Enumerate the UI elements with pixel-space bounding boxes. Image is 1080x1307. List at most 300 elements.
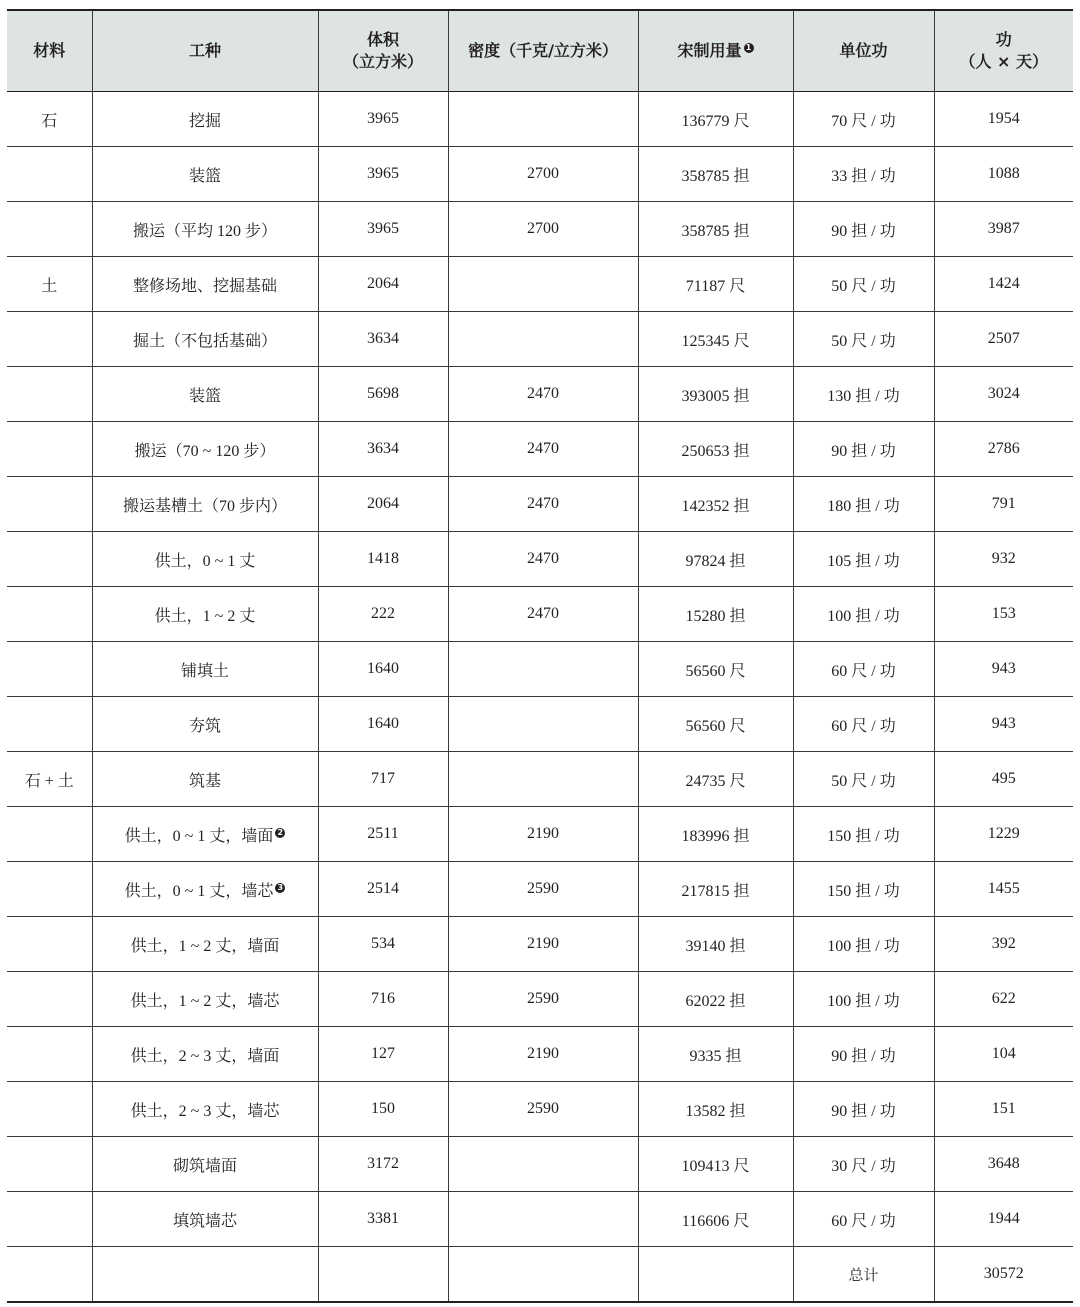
work-text: 1455	[987, 880, 1020, 897]
work-type-text: 掘土（不包括基础）	[132, 332, 277, 350]
cell-material	[7, 642, 92, 697]
cell-work-type	[92, 312, 318, 367]
work-text: 1954	[987, 110, 1020, 127]
material-text: 土	[41, 277, 58, 295]
volume-text: 2064	[367, 275, 399, 292]
cell-work-type	[92, 147, 318, 202]
cell-volume	[318, 532, 448, 587]
cell-material	[7, 422, 92, 477]
cell-unit-work	[793, 92, 934, 147]
table-row	[7, 1137, 1073, 1192]
unit-work-text: 150 担 / 功	[827, 882, 900, 900]
cell-work-type	[92, 1192, 318, 1247]
cell-density	[448, 587, 638, 642]
unit-work-text: 50 尺 / 功	[831, 772, 896, 790]
density-text: 2590	[527, 1100, 559, 1117]
song-amount-text: 358785 担	[681, 222, 750, 240]
song-amount-text: 183996 担	[681, 827, 750, 845]
cell-unit-work	[793, 202, 934, 257]
cell-density	[448, 642, 638, 697]
empty-cell	[638, 1247, 793, 1303]
work-text: 153	[991, 605, 1016, 622]
cell-work	[934, 147, 1073, 202]
cell-density	[448, 1192, 638, 1247]
volume-text: 2064	[367, 495, 399, 512]
volume-text: 534	[371, 935, 395, 952]
song-amount-text: 142352 担	[681, 497, 750, 515]
cell-song-amount	[638, 862, 793, 917]
work-type-text: 供土，0 ~ 1 丈	[154, 552, 256, 570]
cell-song-amount	[638, 1137, 793, 1192]
work-text: 3648	[987, 1155, 1020, 1172]
cell-work-type	[92, 202, 318, 257]
volume-text: 222	[371, 605, 395, 622]
material-text: 石	[41, 112, 58, 130]
cell-song-amount	[638, 752, 793, 807]
song-amount-text: 56560 尺	[685, 717, 746, 735]
cell-unit-work	[793, 1082, 934, 1137]
cell-work	[934, 697, 1073, 752]
cell-song-amount	[638, 422, 793, 477]
volume-text: 3965	[367, 165, 399, 182]
cell-work	[934, 1082, 1073, 1137]
cell-density	[448, 532, 638, 587]
cell-density	[448, 697, 638, 752]
song-amount-text: 39140 担	[685, 937, 746, 955]
cell-song-amount	[638, 1192, 793, 1247]
cell-work-type	[92, 477, 318, 532]
song-amount-text: 109413 尺	[681, 1157, 750, 1175]
work-type-text: 装篮	[188, 167, 221, 185]
cell-song-amount	[638, 642, 793, 697]
table-row	[7, 972, 1073, 1027]
cell-work-type	[92, 697, 318, 752]
cell-unit-work	[793, 477, 934, 532]
unit-work-text: 100 担 / 功	[827, 607, 900, 625]
cell-song-amount	[638, 202, 793, 257]
cell-work	[934, 752, 1073, 807]
cell-unit-work	[793, 312, 934, 367]
cell-work-type	[92, 257, 318, 312]
volume-text: 3381	[367, 1210, 399, 1227]
unit-work-text: 50 尺 / 功	[831, 332, 896, 350]
song-amount-text: 71187 尺	[685, 277, 746, 295]
table-header	[7, 10, 1073, 92]
header-work-line1: 功	[995, 30, 1012, 49]
cell-volume	[318, 92, 448, 147]
cell-unit-work	[793, 917, 934, 972]
table-row	[7, 202, 1073, 257]
cell-work-type	[92, 807, 318, 862]
table-row	[7, 642, 1073, 697]
work-type-text: 挖掘	[188, 112, 221, 130]
volume-text: 3965	[367, 110, 399, 127]
cell-volume	[318, 917, 448, 972]
cell-song-amount	[638, 587, 793, 642]
header-work-type: 工种	[92, 10, 318, 92]
cell-unit-work	[793, 587, 934, 642]
table-body	[7, 92, 1073, 1303]
song-amount-text: 13582 担	[685, 1102, 746, 1120]
cell-work-type	[92, 917, 318, 972]
cell-density	[448, 807, 638, 862]
unit-work-text: 130 担 / 功	[827, 387, 900, 405]
cell-density	[448, 752, 638, 807]
cell-song-amount	[638, 697, 793, 752]
volume-text: 5698	[367, 385, 399, 402]
song-amount-text: 136779 尺	[681, 112, 750, 130]
work-text: 1944	[987, 1210, 1020, 1227]
cell-song-amount	[638, 367, 793, 422]
cell-work	[934, 862, 1073, 917]
unit-work-text: 180 担 / 功	[827, 497, 900, 515]
cell-material	[7, 202, 92, 257]
cell-unit-work	[793, 257, 934, 312]
header-song-amount	[638, 10, 793, 92]
density-text: 2470	[527, 385, 559, 402]
cell-density	[448, 1082, 638, 1137]
empty-cell	[7, 1247, 92, 1303]
density-text: 2190	[527, 935, 559, 952]
work-text: 104	[991, 1045, 1016, 1062]
cell-song-amount	[638, 312, 793, 367]
cell-work	[934, 422, 1073, 477]
cell-volume	[318, 1027, 448, 1082]
cell-density	[448, 92, 638, 147]
cell-work-type	[92, 92, 318, 147]
cell-song-amount	[638, 1027, 793, 1082]
density-text: 2190	[527, 1045, 559, 1062]
unit-work-text: 105 担 / 功	[827, 552, 900, 570]
cell-volume	[318, 862, 448, 917]
table-row	[7, 752, 1073, 807]
cell-work	[934, 1027, 1073, 1082]
cell-unit-work	[793, 532, 934, 587]
volume-text: 1640	[367, 660, 399, 677]
unit-work-text: 60 尺 / 功	[831, 662, 896, 680]
cell-work-type	[92, 422, 318, 477]
cell-density	[448, 477, 638, 532]
cell-volume	[318, 642, 448, 697]
cell-work-type	[92, 532, 318, 587]
work-type-text: 砌筑墙面	[172, 1157, 237, 1175]
cell-unit-work	[793, 972, 934, 1027]
song-amount-text: 24735 尺	[685, 772, 746, 790]
cell-material	[7, 1137, 92, 1192]
work-text: 2786	[987, 440, 1020, 457]
work-text: 1088	[987, 165, 1020, 182]
cell-density	[448, 917, 638, 972]
cell-material	[7, 312, 92, 367]
cell-work	[934, 202, 1073, 257]
work-type-text: 铺填土	[180, 662, 229, 680]
cell-song-amount	[638, 532, 793, 587]
table-row	[7, 917, 1073, 972]
cell-work	[934, 477, 1073, 532]
cell-volume	[318, 147, 448, 202]
volume-text: 1640	[367, 715, 399, 732]
work-type-text: 供土，2 ~ 3 丈，墙面	[130, 1047, 280, 1065]
song-amount-text: 116606 尺	[681, 1212, 750, 1230]
work-text: 932	[991, 550, 1016, 567]
density-text: 2700	[527, 165, 559, 182]
volume-text: 3634	[367, 440, 399, 457]
work-text: 2507	[987, 330, 1020, 347]
work-type-text: 搬运（平均 120 步）	[132, 222, 277, 240]
volume-text: 1418	[367, 550, 399, 567]
unit-work-text: 90 担 / 功	[831, 1047, 896, 1065]
cell-work-type	[92, 587, 318, 642]
table-row	[7, 1192, 1073, 1247]
cell-density	[448, 202, 638, 257]
table-row	[7, 807, 1073, 862]
unit-work-text: 70 尺 / 功	[831, 112, 896, 130]
unit-work-text: 60 尺 / 功	[831, 717, 896, 735]
cell-unit-work	[793, 697, 934, 752]
work-type-text: 夯筑	[188, 717, 221, 735]
empty-cell	[92, 1247, 318, 1303]
volume-text: 3634	[367, 330, 399, 347]
work-type-text: 填筑墙芯	[172, 1212, 237, 1230]
unit-work-text: 90 担 / 功	[831, 222, 896, 240]
cell-density	[448, 972, 638, 1027]
table-row	[7, 422, 1073, 477]
unit-work-text: 90 担 / 功	[831, 442, 896, 460]
cell-work	[934, 312, 1073, 367]
cell-volume	[318, 752, 448, 807]
cell-volume	[318, 257, 448, 312]
cell-work-type	[92, 642, 318, 697]
work-type-text: 供土，1 ~ 2 丈，墙面	[130, 937, 280, 955]
density-text: 2700	[527, 220, 559, 237]
cell-song-amount	[638, 917, 793, 972]
work-text: 3987	[987, 220, 1020, 237]
cell-density	[448, 367, 638, 422]
work-text: 151	[991, 1100, 1016, 1117]
empty-cell	[448, 1247, 638, 1303]
table-row	[7, 257, 1073, 312]
song-amount-text: 62022 担	[685, 992, 746, 1010]
density-text: 2590	[527, 880, 559, 897]
header-volume	[318, 10, 448, 92]
footnote-marker: 1	[744, 43, 754, 53]
work-type-text: 装篮	[188, 387, 221, 405]
cell-unit-work	[793, 862, 934, 917]
volume-text: 716	[371, 990, 395, 1007]
cell-work	[934, 587, 1073, 642]
header-song-amount-label: 宋制用量	[677, 41, 742, 60]
cell-song-amount	[638, 807, 793, 862]
unit-work-text: 33 担 / 功	[831, 167, 896, 185]
cell-song-amount	[638, 972, 793, 1027]
table-row	[7, 1027, 1073, 1082]
unit-work-text: 60 尺 / 功	[831, 1212, 896, 1230]
total-row	[7, 1247, 1073, 1303]
cell-material	[7, 1082, 92, 1137]
cell-density	[448, 147, 638, 202]
cell-material	[7, 587, 92, 642]
song-amount-text: 125345 尺	[681, 332, 750, 350]
work-text: 791	[991, 495, 1016, 512]
cell-song-amount	[638, 477, 793, 532]
song-amount-text: 393005 担	[681, 387, 750, 405]
song-amount-text: 217815 担	[681, 882, 750, 900]
cell-work-type	[92, 1082, 318, 1137]
header-density: 密度（千克/立方米）	[448, 10, 638, 92]
cell-volume	[318, 1137, 448, 1192]
work-text: 392	[991, 935, 1016, 952]
table-row	[7, 312, 1073, 367]
volume-text: 127	[371, 1045, 395, 1062]
table-row	[7, 92, 1073, 147]
unit-work-text: 150 担 / 功	[827, 827, 900, 845]
work-text: 622	[991, 990, 1016, 1007]
cell-material	[7, 1192, 92, 1247]
cell-material	[7, 862, 92, 917]
cell-material	[7, 972, 92, 1027]
work-text: 1229	[987, 825, 1020, 842]
total-value: 30572	[934, 1247, 1073, 1303]
header-unit-work: 单位功	[793, 10, 934, 92]
volume-text: 3172	[367, 1155, 399, 1172]
cell-work-type	[92, 972, 318, 1027]
song-amount-text: 358785 担	[681, 167, 750, 185]
work-text: 943	[991, 715, 1016, 732]
cell-work-type	[92, 1137, 318, 1192]
cell-unit-work	[793, 1137, 934, 1192]
cell-density	[448, 1137, 638, 1192]
cell-material	[7, 1027, 92, 1082]
density-text: 2470	[527, 550, 559, 567]
volume-text: 717	[371, 770, 395, 787]
table-row	[7, 147, 1073, 202]
cell-material	[7, 147, 92, 202]
cell-volume	[318, 807, 448, 862]
cell-volume	[318, 312, 448, 367]
total-label: 总计	[793, 1247, 934, 1303]
table-row	[7, 587, 1073, 642]
work-text: 495	[991, 770, 1016, 787]
cell-volume	[318, 587, 448, 642]
cell-unit-work	[793, 642, 934, 697]
footnote-marker: 2	[275, 828, 285, 838]
table-row	[7, 532, 1073, 587]
cell-work	[934, 1192, 1073, 1247]
cell-work	[934, 642, 1073, 697]
cell-song-amount	[638, 1082, 793, 1137]
cell-density	[448, 257, 638, 312]
cell-unit-work	[793, 367, 934, 422]
cell-material	[7, 917, 92, 972]
header-work	[934, 10, 1073, 92]
cell-unit-work	[793, 752, 934, 807]
volume-text: 150	[371, 1100, 395, 1117]
cell-density	[448, 422, 638, 477]
cell-density	[448, 862, 638, 917]
cell-song-amount	[638, 92, 793, 147]
cell-song-amount	[638, 257, 793, 312]
cell-volume	[318, 972, 448, 1027]
cell-work-type	[92, 367, 318, 422]
cell-work	[934, 1137, 1073, 1192]
work-type-text: 供土，2 ~ 3 丈，墙芯	[130, 1102, 280, 1120]
volume-text: 2511	[367, 825, 399, 842]
work-type-text: 供土，1 ~ 2 丈，墙芯	[130, 992, 280, 1010]
cell-unit-work	[793, 807, 934, 862]
work-type-text: 供土，1 ~ 2 丈	[154, 607, 256, 625]
labor-table	[7, 9, 1073, 1303]
cell-work	[934, 807, 1073, 862]
work-text: 1424	[987, 275, 1020, 292]
table-row	[7, 477, 1073, 532]
cell-work	[934, 972, 1073, 1027]
cell-volume	[318, 697, 448, 752]
density-text: 2190	[527, 825, 559, 842]
work-type-text: 搬运基槽土（70 步内）	[122, 497, 287, 515]
table-row	[7, 1082, 1073, 1137]
unit-work-text: 90 担 / 功	[831, 1102, 896, 1120]
work-text: 3024	[987, 385, 1020, 402]
density-text: 2470	[527, 605, 559, 622]
unit-work-text: 50 尺 / 功	[831, 277, 896, 295]
material-text: 石 + 土	[24, 772, 74, 790]
cell-material	[7, 367, 92, 422]
song-amount-text: 9335 担	[689, 1047, 742, 1065]
cell-work	[934, 917, 1073, 972]
unit-work-text: 100 担 / 功	[827, 937, 900, 955]
cell-material	[7, 752, 92, 807]
cell-song-amount	[638, 147, 793, 202]
cell-work-type	[92, 752, 318, 807]
cell-volume	[318, 1192, 448, 1247]
table-row	[7, 697, 1073, 752]
song-amount-text: 56560 尺	[685, 662, 746, 680]
header-volume-line1: 体积	[366, 30, 399, 49]
cell-unit-work	[793, 422, 934, 477]
unit-work-text: 30 尺 / 功	[831, 1157, 896, 1175]
header-volume-line2: （立方米）	[342, 52, 423, 71]
song-amount-text: 97824 担	[685, 552, 746, 570]
work-type-text: 筑基	[188, 772, 221, 790]
cell-unit-work	[793, 1192, 934, 1247]
density-text: 2470	[527, 440, 559, 457]
cell-work	[934, 367, 1073, 422]
table-row	[7, 862, 1073, 917]
work-text: 943	[991, 660, 1016, 677]
cell-material	[7, 257, 92, 312]
header-work-line2: （人 × 天）	[959, 52, 1049, 71]
song-amount-text: 250653 担	[681, 442, 750, 460]
cell-material	[7, 697, 92, 752]
cell-work	[934, 92, 1073, 147]
table-row	[7, 367, 1073, 422]
density-text: 2590	[527, 990, 559, 1007]
volume-text: 2514	[367, 880, 399, 897]
work-type-text: 供土，0 ~ 1 丈，墙面	[124, 827, 274, 845]
song-amount-text: 15280 担	[685, 607, 746, 625]
work-type-text: 搬运（70 ~ 120 步）	[134, 442, 276, 460]
cell-material	[7, 92, 92, 147]
cell-density	[448, 312, 638, 367]
cell-unit-work	[793, 147, 934, 202]
cell-work-type	[92, 862, 318, 917]
volume-text: 3965	[367, 220, 399, 237]
cell-unit-work	[793, 1027, 934, 1082]
density-text: 2470	[527, 495, 559, 512]
cell-volume	[318, 477, 448, 532]
cell-material	[7, 807, 92, 862]
unit-work-text: 100 担 / 功	[827, 992, 900, 1010]
